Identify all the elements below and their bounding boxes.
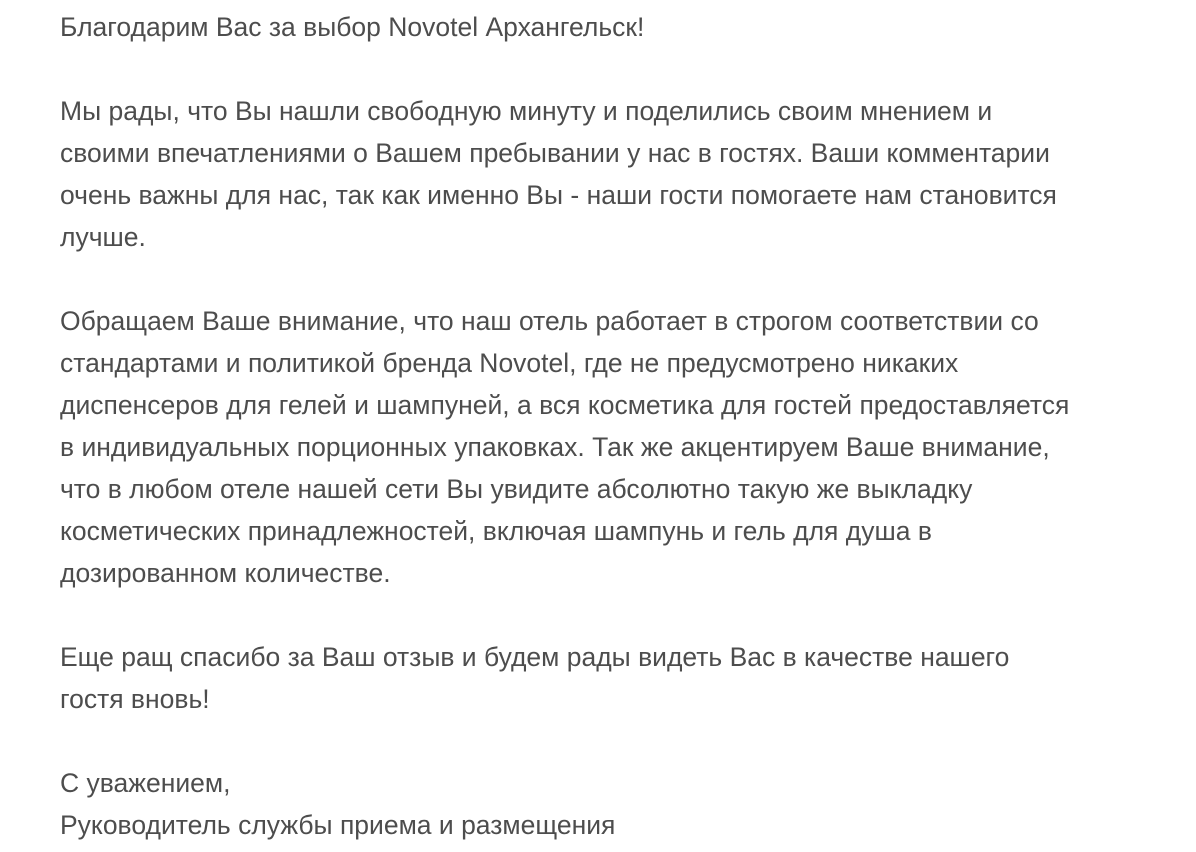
signature-title: Руководитель службы приема и размещения	[60, 810, 616, 840]
thanks-again-paragraph: Еще ращ спасибо за Ваш отзыв и будем рады видеть Вас в качестве нашего гостя вновь!	[60, 642, 1010, 714]
notice-paragraph: Обращаем Ваше внимание, что наш отель работает в строгом соответствии со стандартами и политикой бренда Novotel, где не предусмотрено никаких диспенсеров для гелей и шампуней, а вся косметика для гостей предоставляется в индивидуальных порционных упаковках. Так же акцентируем Ваше внимание, что в любом отеле нашей сети Вы увидите абсолютно такую же выкладку косметических принадлежностей, включая шампунь и гель для душа в дозированном количестве.	[60, 306, 1070, 588]
thanks-paragraph: Мы рады, что Вы нашли свободную минуту и поделились своим мнением и своими впечатлениями о Вашем пребывании у нас в гостях. Ваши комментарии очень важны для нас, так как именно Вы - наши гости помогаете нам становится лучше.	[60, 96, 1057, 252]
greeting-line: Благодарим Вас за выбор Novotel Архангельск!	[60, 12, 645, 42]
closing-line: С уважением,	[60, 768, 231, 798]
